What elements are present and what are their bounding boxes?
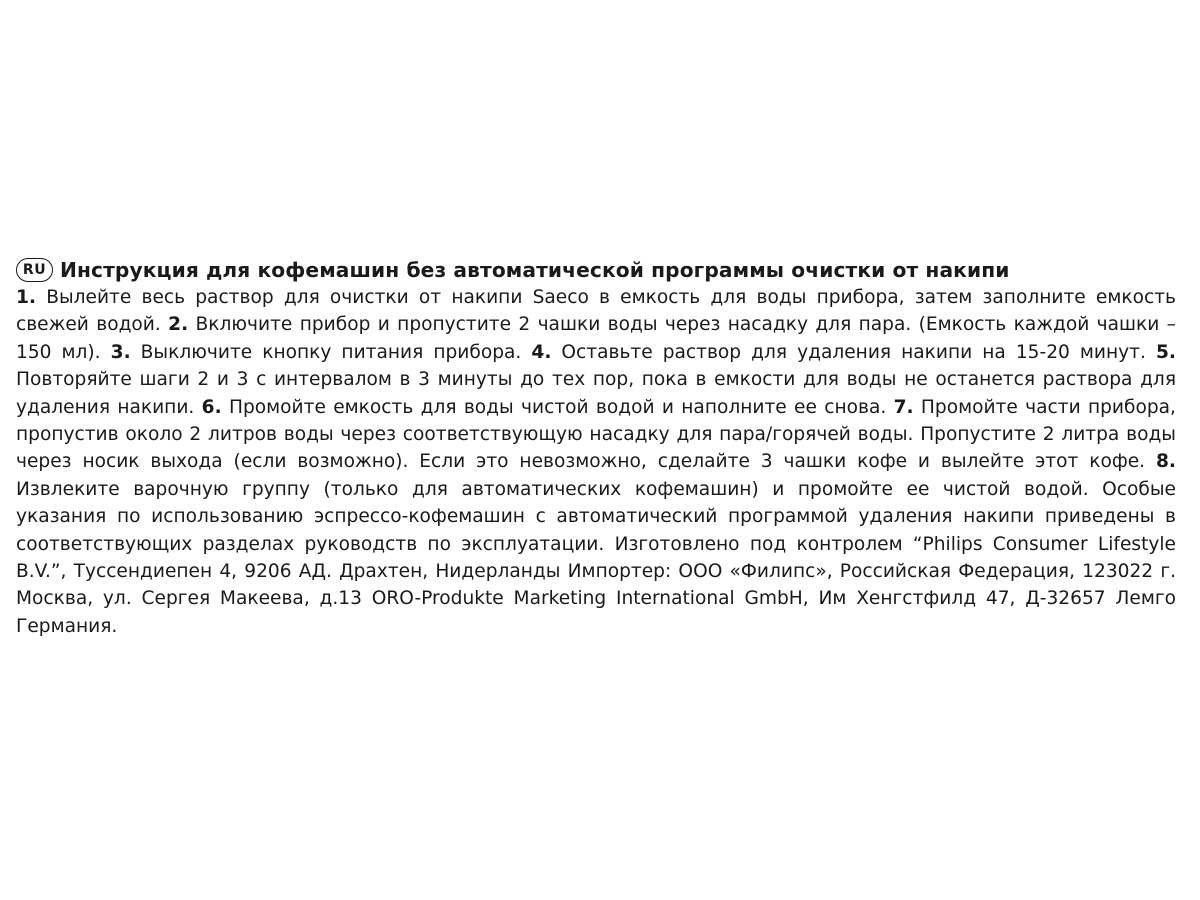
instruction-document: [16, 258, 1176, 640]
step-text: Выключите кнопку питания прибора.: [140, 341, 522, 363]
step-number: 8.: [1155, 451, 1176, 473]
language-badge: RU: [16, 258, 53, 282]
step-text: Извлеките варочную группу (только для автоматических кофемашин) и промойте ее чистой водой.: [16, 478, 1089, 500]
step-number: 1.: [16, 287, 37, 308]
step-number: 4.: [531, 341, 552, 363]
step-text: Включите прибор и пропустите 2 чашки воды через насадку для пара. (Емкость каждой чашки – 150 мл).: [16, 314, 1176, 363]
step-number: 2.: [168, 314, 189, 336]
step-number: 5.: [1155, 341, 1176, 363]
title-line: [16, 258, 1176, 282]
step-text: Промойте части прибора, пропустив около 2 литров воды через соответствующую насадку для пара/горячей воды. Пропустите 2 литра воды через носик выхода (если возможно). Если это невозможно, сделайте 3 чашки кофе и вылейте этот кофе.: [16, 396, 1176, 473]
instruction-paragraph: [16, 284, 1176, 640]
step-text: Вылейте весь раствор для очистки от накипи Saeco в емкость для воды прибора, затем заполните емкость свежей водой.: [16, 287, 1176, 336]
step-text: Оставьте раствор для удаления накипи на 15-20 минут.: [561, 341, 1146, 363]
step-number: 6.: [201, 396, 222, 418]
step-text: Промойте емкость для воды чистой водой и наполните ее снова.: [228, 396, 887, 418]
step-number: 7.: [893, 396, 914, 418]
document-title: Инструкция для кофемашин без автоматической программы очистки от накипи: [60, 258, 1010, 282]
manufacturer-notes: Особые указания по использованию эспрессо-кофемашин с автоматический программой удаления накипи приведены в соответствующих разделах руководств по эксплуатации. Изготовлено под контролем “Philips Consumer Lifestyle B.V.”, Туссендиепен 4, 9206 АД. Драхтен, Нидерланды Импортер: ООО «Филипс», Российская Федерация, 123022 г. Москва, ул. Сергея Макеева, д.13 ORO-Produkte Marketing International GmbH, Им Хенгстфилд 47, Д-32657 Лемго Германия.: [16, 478, 1176, 637]
step-text: Повторяйте шаги 2 и 3 с интервалом в 3 минуты до тех пор, пока в емкости для воды не останется раствора для удаления накипи.: [16, 369, 1176, 418]
step-number: 3.: [110, 341, 131, 363]
